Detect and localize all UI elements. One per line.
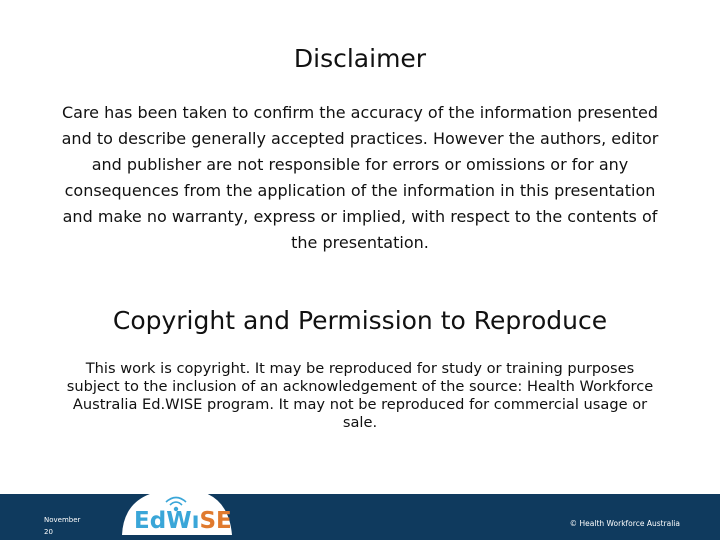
disclaimer-section-header bbox=[0, 44, 720, 73]
logo-i: ı bbox=[191, 508, 200, 534]
logo-part1: Ed bbox=[134, 508, 167, 534]
copyright-section-header bbox=[0, 306, 720, 335]
copyright-section-body bbox=[0, 360, 720, 432]
disclaimer-section-body bbox=[0, 100, 720, 256]
logo-part2: W bbox=[166, 508, 192, 534]
disclaimer-text: Care has been taken to confirm the accuracy of the information presented and to describe generally accepted practices. However the authors, editor and publisher are not responsible for errors or omissions or for any consequences from the application of the information in this presentation and make no warranty, express or implied, with respect to the contents of the presentation. bbox=[61, 103, 659, 252]
edwise-logo bbox=[110, 485, 240, 540]
footer-bar bbox=[0, 494, 720, 540]
footer-copyright: © Health Workforce Australia bbox=[569, 519, 680, 528]
disclaimer-heading: Disclaimer bbox=[293, 44, 427, 73]
copyright-heading: Copyright and Permission to Reproduce bbox=[112, 306, 608, 335]
logo-part3: SE bbox=[199, 508, 232, 534]
footer-date: November 20 bbox=[44, 516, 81, 536]
copyright-text: This work is copyright. It may be reproduced for study or training purposes subject to the inclusion of an acknowledgement of the source: Health Workforce Australia Ed.WISE program. It may not be reproduced for commercial usage or sale. bbox=[66, 360, 654, 431]
logo-wordmark bbox=[134, 508, 232, 534]
